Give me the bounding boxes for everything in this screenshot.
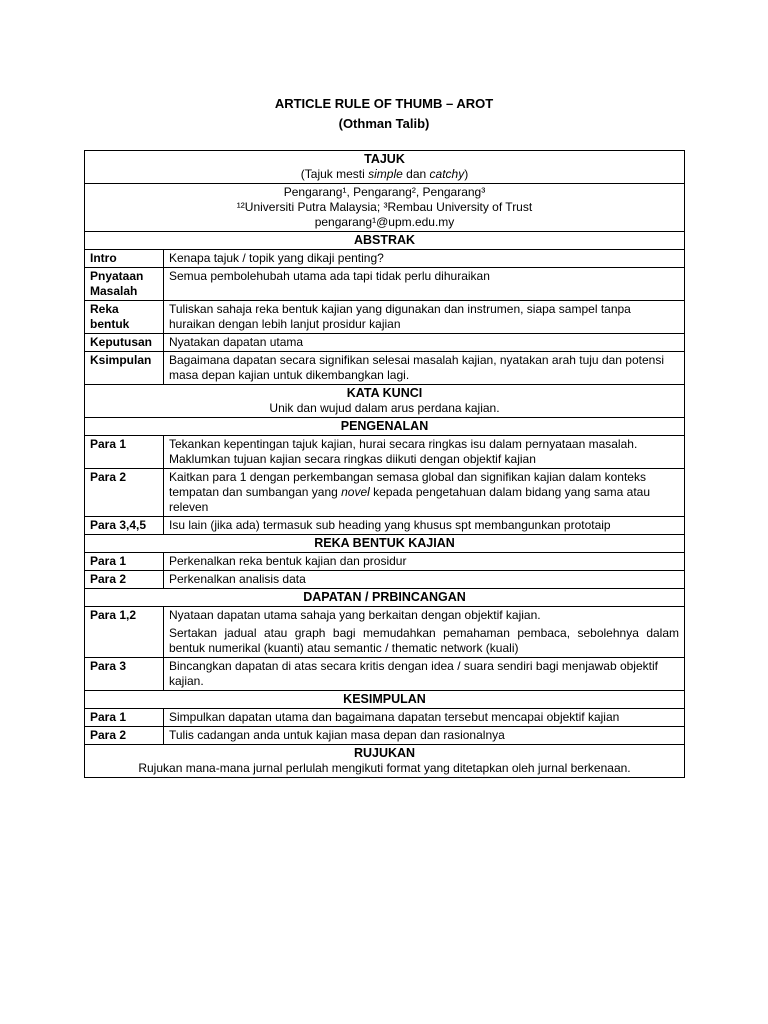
row-label: Intro xyxy=(85,250,164,268)
table-row xyxy=(85,469,685,517)
table-row xyxy=(85,571,685,589)
row-text: Perkenalkan analisis data xyxy=(164,571,685,589)
row-label: Para 1,2 xyxy=(85,607,164,658)
document-title: ARTICLE RULE OF THUMB – AROT xyxy=(274,96,494,111)
row-text: Isu lain (jika ada) termasuk sub heading yang khusus spt membangunkan prototaip xyxy=(164,517,685,535)
table-row xyxy=(85,658,685,691)
table-row xyxy=(85,517,685,535)
row-text: Semua pembolehubah utama ada tapi tidak perlu dihuraikan xyxy=(164,268,685,301)
row-text: Perkenalkan reka bentuk kajian dan prosidur xyxy=(164,553,685,571)
table-row xyxy=(85,352,685,385)
row-text: Kaitkan para 1 dengan perkembangan semasa global dan signifikan kajian dalam konteks tempatan dan sumbangan yang novel kepada pengetahuan dalam bidang yang sama atau releven xyxy=(164,469,685,517)
row-label: Para 3 xyxy=(85,658,164,691)
row-label: Para 2 xyxy=(85,571,164,589)
authors-section xyxy=(85,184,685,232)
arot-table xyxy=(84,150,685,778)
row-label: Pnyataan Masalah xyxy=(85,268,164,301)
table-row xyxy=(85,553,685,571)
author-names: Pengarang¹, Pengarang², Pengarang³ xyxy=(283,185,486,199)
table-row xyxy=(85,607,685,658)
kata-kunci-heading: KATA KUNCI xyxy=(346,386,423,400)
row-text: Simpulkan dapatan utama dan bagaimana dapatan tersebut mencapai objektif kajian xyxy=(164,709,685,727)
table-row xyxy=(85,334,685,352)
row-text: Sertakan jadual atau graph bagi memudahkan pemahaman pembaca, sebolehnya dalam bentuk numerikal (kuanti) atau semantic / thematic network (kuali) xyxy=(169,626,679,655)
tajuk-note: (Tajuk mesti simple dan catchy) xyxy=(300,167,469,181)
rujukan-text: Rujukan mana-mana jurnal perlulah mengikuti format yang ditetapkan oleh jurnal berkenaan. xyxy=(138,761,631,775)
dapatan-heading: DAPATAN / PRBINCANGAN xyxy=(85,589,685,607)
rujukan-heading: RUJUKAN xyxy=(353,746,416,760)
tajuk-heading: TAJUK xyxy=(364,152,405,166)
rujukan-section xyxy=(85,745,685,778)
table-row xyxy=(85,268,685,301)
row-text: Nyataan dapatan utama sahaja yang berkaitan dengan objektif kajian. xyxy=(169,608,541,622)
abstrak-heading: ABSTRAK xyxy=(85,232,685,250)
document-author: (Othman Talib) xyxy=(338,116,430,131)
author-affiliation: ¹²Universiti Putra Malaysia; ³Rembau University of Trust xyxy=(236,200,533,214)
table-row xyxy=(85,436,685,469)
row-text: Tuliskan sahaja reka bentuk kajian yang digunakan dan instrumen, siapa sampel tanpa huraikan dengan lebih lanjut prosidur kajian xyxy=(164,301,685,334)
row-label: Reka bentuk xyxy=(85,301,164,334)
kata-kunci-section xyxy=(85,385,685,418)
pengenalan-heading: PENGENALAN xyxy=(85,418,685,436)
row-label: Para 1 xyxy=(85,436,164,469)
row-label: Ksimpulan xyxy=(85,352,164,385)
row-text: Bagaimana dapatan secara signifikan selesai masalah kajian, nyatakan arah tuju dan potensi masa depan kajian untuk dikembangkan lagi. xyxy=(164,352,685,385)
author-email: pengarang¹@upm.edu.my xyxy=(314,215,455,229)
kesimpulan-heading: KESIMPULAN xyxy=(85,691,685,709)
row-text: Maklumkan tujuan kajian secara ringkas diikuti dengan objektif kajian xyxy=(169,452,536,466)
table-row xyxy=(85,301,685,334)
row-label: Para 1 xyxy=(85,553,164,571)
row-label: Para 2 xyxy=(85,727,164,745)
table-row xyxy=(85,727,685,745)
row-label: Para 1 xyxy=(85,709,164,727)
row-text: Tulis cadangan anda untuk kajian masa depan dan rasionalnya xyxy=(164,727,685,745)
row-text: Bincangkan dapatan di atas secara kritis dengan idea / suara sendiri bagi menjawab objektif kajian. xyxy=(164,658,685,691)
row-text: Kenapa tajuk / topik yang dikaji penting? xyxy=(164,250,685,268)
table-row xyxy=(85,250,685,268)
row-text: Nyatakan dapatan utama xyxy=(164,334,685,352)
row-label: Para 3,4,5 xyxy=(85,517,164,535)
row-label: Keputusan xyxy=(85,334,164,352)
tajuk-section xyxy=(85,151,685,184)
row-text: Tekankan kepentingan tajuk kajian, hurai secara ringkas isu dalam pernyataan masalah. xyxy=(169,437,638,451)
row-label: Para 2 xyxy=(85,469,164,517)
table-row xyxy=(85,709,685,727)
kata-kunci-text: Unik dan wujud dalam arus perdana kajian. xyxy=(269,401,500,415)
reka-bentuk-heading: REKA BENTUK KAJIAN xyxy=(85,535,685,553)
